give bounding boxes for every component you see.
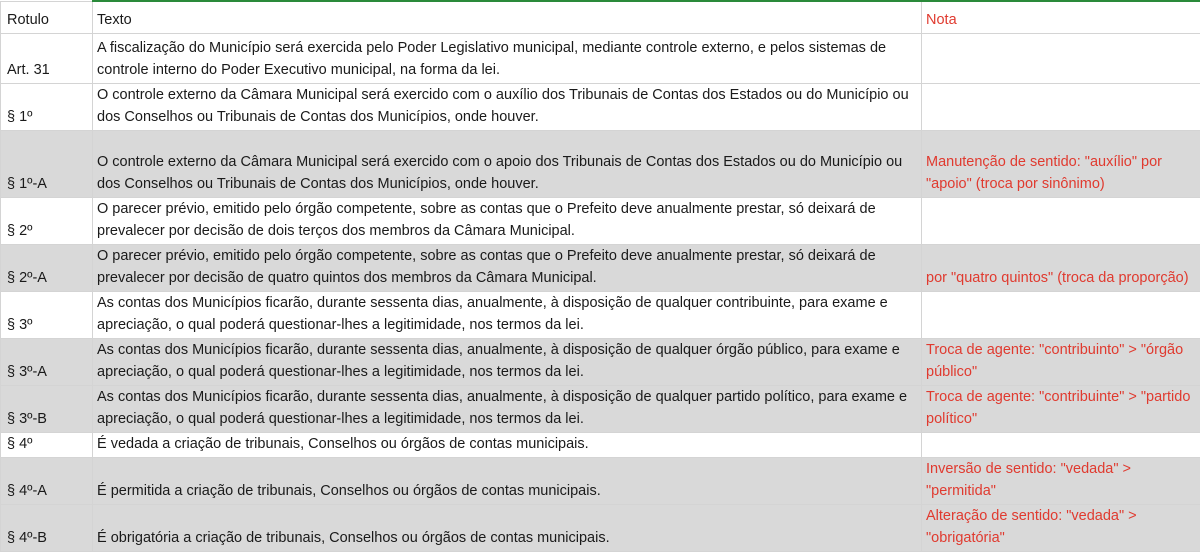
rotulo-cell[interactable]: § 2º-A [1,245,93,292]
texto-cell[interactable]: As contas dos Municípios ficarão, durante sessenta dias, anualmente, à disposição de qualquer partido político, para exame e apreciação, o qual poderá questionar-lhes a legitimidade, nos termos da lei. [93,386,922,433]
rotulo-cell[interactable]: § 3º-A [1,339,93,386]
table-row [1,433,1200,458]
nota-cell[interactable] [922,198,1200,245]
header-texto[interactable]: Texto [93,1,922,34]
texto-cell[interactable]: É vedada a criação de tribunais, Conselhos ou órgãos de contas municipais. [93,433,922,458]
rotulo-cell[interactable]: § 4º-B [1,505,93,552]
nota-cell[interactable]: Troca de agente: "contribuinte" > "partido político" [922,386,1200,433]
table-row [1,292,1200,339]
nota-cell[interactable] [922,34,1200,84]
table-row [1,198,1200,245]
texto-cell[interactable]: É permitida a criação de tribunais, Conselhos ou órgãos de contas municipais. [93,458,922,505]
rotulo-cell[interactable]: § 4º-A [1,458,93,505]
texto-cell[interactable]: O parecer prévio, emitido pelo órgão competente, sobre as contas que o Prefeito deve anualmente prestar, só deixará de prevalecer por decisão de quatro quintos dos membros da Câmara Municipal. [93,245,922,292]
rotulo-cell[interactable]: § 1º-A [1,131,93,198]
texto-cell[interactable]: As contas dos Municípios ficarão, durante sessenta dias, anualmente, à disposição de qualquer órgão público, para exame e apreciação, o qual poderá questionar-lhes a legitimidade, nos termos da lei. [93,339,922,386]
table-row [1,245,1200,292]
texto-cell[interactable]: O controle externo da Câmara Municipal será exercido com o auxílio dos Tribunais de Contas dos Estados ou do Município ou dos Conselhos ou Tribunais de Contas dos Municípios, onde houver. [93,84,922,131]
nota-cell[interactable]: Alteração de sentido: "vedada" > "obrigatória" [922,505,1200,552]
header-row [1,1,1200,34]
table-row [1,339,1200,386]
nota-cell[interactable] [922,84,1200,131]
texto-cell[interactable]: O parecer prévio, emitido pelo órgão competente, sobre as contas que o Prefeito deve anualmente prestar, só deixará de prevalecer por decisão de dois terços dos membros da Câmara Municipal. [93,198,922,245]
rotulo-cell[interactable]: § 3º [1,292,93,339]
texto-cell[interactable]: O controle externo da Câmara Municipal será exercido com o apoio dos Tribunais de Contas dos Estados ou do Município ou dos Conselhos ou Tribunais de Contas dos Municípios, onde houver. [93,131,922,198]
nota-cell[interactable]: Manutenção de sentido: "auxílio" por "apoio" (troca por sinônimo) [922,131,1200,198]
table-row [1,34,1200,84]
nota-cell[interactable] [922,433,1200,458]
nota-cell[interactable]: Inversão de sentido: "vedada" > "permitida" [922,458,1200,505]
header-nota[interactable]: Nota [922,1,1200,34]
texto-cell[interactable]: É obrigatória a criação de tribunais, Conselhos ou órgãos de contas municipais. [93,505,922,552]
rotulo-cell[interactable]: § 1º [1,84,93,131]
texto-cell[interactable]: As contas dos Municípios ficarão, durante sessenta dias, anualmente, à disposição de qualquer contribuinte, para exame e apreciação, o qual poderá questionar-lhes a legitimidade, nos termos da lei. [93,292,922,339]
table-row [1,131,1200,198]
rotulo-cell[interactable]: § 4º [1,433,93,458]
rotulo-cell[interactable]: § 3º-B [1,386,93,433]
nota-cell[interactable]: Troca de agente: "contribuinto" > "órgão público" [922,339,1200,386]
rotulo-cell[interactable]: § 2º [1,198,93,245]
header-rotulo[interactable]: Rotulo [1,1,93,34]
rotulo-cell[interactable]: Art. 31 [1,34,93,84]
nota-cell[interactable] [922,292,1200,339]
nota-cell[interactable]: por "quatro quintos" (troca da proporção) [922,245,1200,292]
texto-cell[interactable]: A fiscalização do Município será exercida pelo Poder Legislativo municipal, mediante controle externo, e pelos sistemas de controle interno do Poder Executivo municipal, na forma da lei. [93,34,922,84]
table-row [1,386,1200,433]
table-row [1,84,1200,131]
table-row [1,505,1200,552]
table-row [1,458,1200,505]
